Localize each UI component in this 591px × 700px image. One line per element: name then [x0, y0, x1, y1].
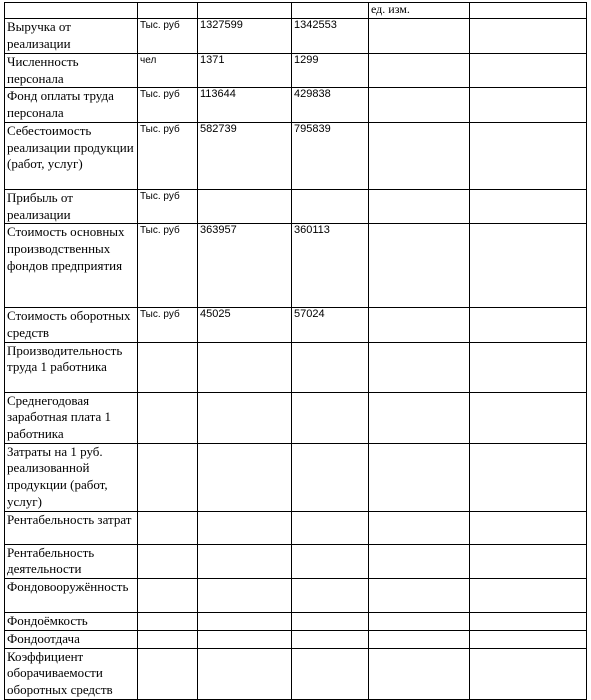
- empty-cell: [470, 88, 587, 122]
- indicator-name: Прибыль от реализации: [5, 189, 138, 223]
- indicator-name: Рентабельность затрат: [5, 511, 138, 544]
- value-cell-2: 57024: [292, 308, 369, 342]
- table-row: [5, 613, 587, 631]
- indicator-name: Производительность труда 1 работника: [5, 342, 138, 392]
- unit-cell: [138, 443, 198, 511]
- value-cell-2: 360113: [292, 224, 369, 308]
- table-row: [5, 648, 587, 699]
- indicator-name: Численность персонала: [5, 54, 138, 88]
- indicator-name: Фондоотдача: [5, 630, 138, 648]
- unit-cell: Тыс. руб: [138, 224, 198, 308]
- value-cell-2: [292, 648, 369, 699]
- value-cell-2: [292, 613, 369, 631]
- indicator-name: Стоимость оборотных средств: [5, 308, 138, 342]
- empty-cell: [470, 189, 587, 223]
- header-cell-unit: ед. изм.: [369, 3, 470, 19]
- unit-cell: [138, 648, 198, 699]
- value-cell-2: [292, 544, 369, 578]
- value-cell-1: [198, 189, 292, 223]
- indicator-name: Фондовооружённость: [5, 579, 138, 613]
- empty-cell: [470, 19, 587, 54]
- empty-cell: [470, 630, 587, 648]
- value-cell-1: [198, 579, 292, 613]
- empty-cell: [470, 342, 587, 392]
- empty-cell: [470, 122, 587, 189]
- empty-cell: [369, 579, 470, 613]
- empty-cell: [369, 511, 470, 544]
- empty-cell: [470, 224, 587, 308]
- empty-cell: [369, 630, 470, 648]
- value-cell-1: [198, 630, 292, 648]
- value-cell-2: [292, 342, 369, 392]
- empty-cell: [369, 392, 470, 443]
- empty-cell: [470, 443, 587, 511]
- indicator-name: Себестоимость реализации продукции (работ, услуг): [5, 122, 138, 189]
- table-row: [5, 579, 587, 613]
- header-cell: [138, 3, 198, 19]
- table-row: [5, 224, 587, 308]
- indicator-name: Рентабельность деятельности: [5, 544, 138, 578]
- empty-cell: [470, 648, 587, 699]
- unit-cell: [138, 630, 198, 648]
- table-row: [5, 122, 587, 189]
- empty-cell: [470, 54, 587, 88]
- value-cell-2: [292, 630, 369, 648]
- value-cell-2: 1342553: [292, 19, 369, 54]
- unit-cell: Тыс. руб: [138, 88, 198, 122]
- header-cell: [198, 3, 292, 19]
- empty-cell: [369, 342, 470, 392]
- unit-cell: [138, 579, 198, 613]
- unit-cell: [138, 544, 198, 578]
- table-row: [5, 189, 587, 223]
- unit-cell: [138, 392, 198, 443]
- value-cell-1: [198, 544, 292, 578]
- indicator-name: Фондоёмкость: [5, 613, 138, 631]
- value-cell-1: 113644: [198, 88, 292, 122]
- empty-cell: [470, 579, 587, 613]
- table-row: [5, 511, 587, 544]
- table-body: [5, 3, 587, 700]
- header-cell: [470, 3, 587, 19]
- empty-cell: [470, 308, 587, 342]
- empty-cell: [369, 224, 470, 308]
- empty-cell: [369, 443, 470, 511]
- indicators-table: [4, 2, 587, 700]
- value-cell-2: [292, 189, 369, 223]
- value-cell-2: [292, 443, 369, 511]
- value-cell-1: [198, 392, 292, 443]
- value-cell-1: 582739: [198, 122, 292, 189]
- unit-cell: Тыс. руб: [138, 308, 198, 342]
- indicator-name: Выручка от реализации: [5, 19, 138, 54]
- value-cell-1: [198, 648, 292, 699]
- empty-cell: [470, 392, 587, 443]
- unit-cell: Тыс. руб: [138, 122, 198, 189]
- empty-cell: [470, 613, 587, 631]
- table-row: [5, 19, 587, 54]
- indicator-name: Коэффициент оборачиваемости оборотных средств: [5, 648, 138, 699]
- empty-cell: [369, 19, 470, 54]
- value-cell-1: [198, 443, 292, 511]
- table-row: [5, 630, 587, 648]
- empty-cell: [369, 613, 470, 631]
- empty-cell: [369, 308, 470, 342]
- unit-cell: Тыс. руб: [138, 19, 198, 54]
- table-row: [5, 443, 587, 511]
- value-cell-2: 795839: [292, 122, 369, 189]
- value-cell-1: [198, 613, 292, 631]
- header-cell: [292, 3, 369, 19]
- empty-cell: [369, 648, 470, 699]
- empty-cell: [369, 544, 470, 578]
- value-cell-2: 1299: [292, 54, 369, 88]
- empty-cell: [369, 122, 470, 189]
- value-cell-2: [292, 511, 369, 544]
- indicator-name: Затраты на 1 руб. реализованной продукции (работ, услуг): [5, 443, 138, 511]
- value-cell-1: 45025: [198, 308, 292, 342]
- unit-cell: Тыс. руб: [138, 189, 198, 223]
- empty-cell: [470, 544, 587, 578]
- value-cell-1: 363957: [198, 224, 292, 308]
- value-cell-1: [198, 511, 292, 544]
- table-row: [5, 544, 587, 578]
- value-cell-2: [292, 579, 369, 613]
- value-cell-1: 1371: [198, 54, 292, 88]
- empty-cell: [470, 511, 587, 544]
- value-cell-1: 1327599: [198, 19, 292, 54]
- unit-cell: чел: [138, 54, 198, 88]
- value-cell-1: [198, 342, 292, 392]
- header-row: [5, 3, 587, 19]
- table-row: [5, 88, 587, 122]
- indicator-name: Среднегодовая заработная плата 1 работника: [5, 392, 138, 443]
- unit-cell: [138, 613, 198, 631]
- empty-cell: [369, 189, 470, 223]
- table-row: [5, 342, 587, 392]
- unit-cell: [138, 342, 198, 392]
- value-cell-2: [292, 392, 369, 443]
- table-row: [5, 392, 587, 443]
- empty-cell: [369, 88, 470, 122]
- header-cell: [5, 3, 138, 19]
- table-row: [5, 54, 587, 88]
- indicator-name: Фонд оплаты труда персонала: [5, 88, 138, 122]
- table-row: [5, 308, 587, 342]
- indicator-name: Стоимость основных производственных фондов предприятия: [5, 224, 138, 308]
- unit-cell: [138, 511, 198, 544]
- empty-cell: [369, 54, 470, 88]
- value-cell-2: 429838: [292, 88, 369, 122]
